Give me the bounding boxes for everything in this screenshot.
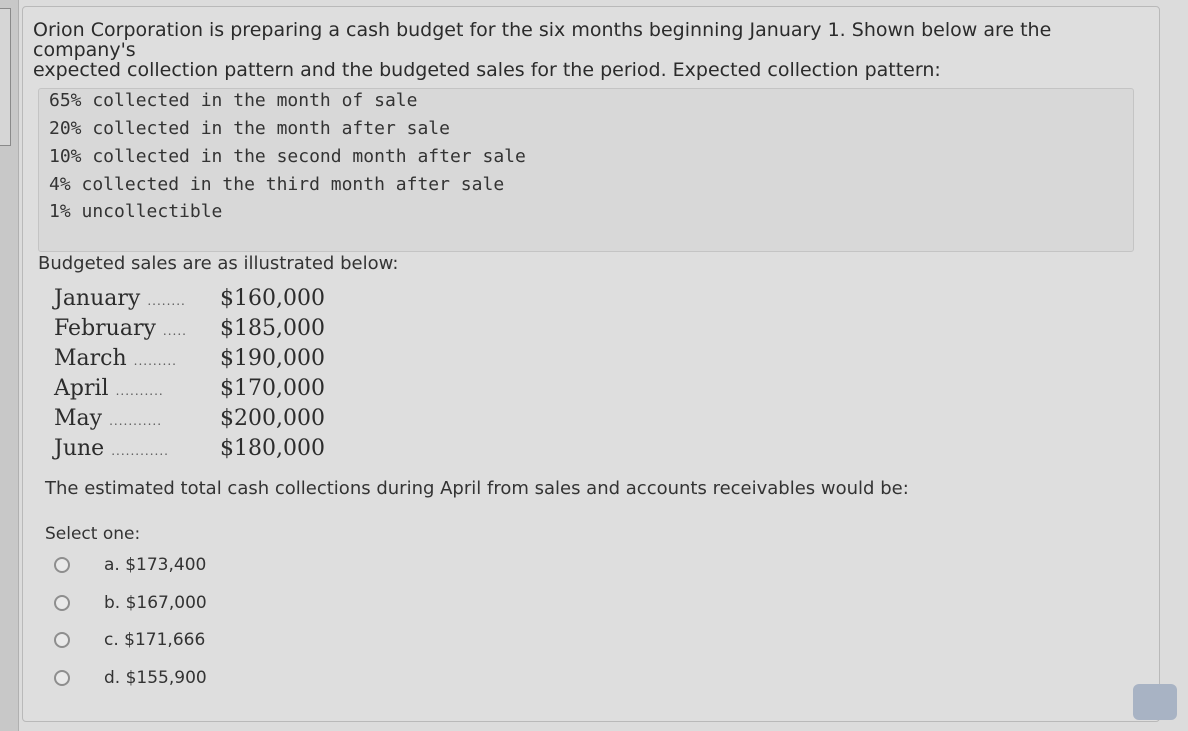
pattern-line: 65% collected in the month of sale bbox=[49, 90, 418, 111]
leader-dots: ......... bbox=[133, 354, 177, 368]
sales-month: January bbox=[54, 286, 141, 311]
option-label[interactable]: b. $167,000 bbox=[104, 593, 207, 613]
sales-amount: $160,000 bbox=[220, 286, 325, 311]
question-text bbox=[33, 20, 1123, 80]
radio-button[interactable] bbox=[54, 595, 70, 611]
leader-dots: ........ bbox=[147, 294, 186, 308]
leader-dots: ............ bbox=[111, 444, 169, 458]
corner-action-button[interactable] bbox=[1133, 684, 1177, 720]
sales-amount: $180,000 bbox=[220, 436, 325, 461]
leader-dots: ........... bbox=[109, 414, 163, 428]
collection-pattern-box bbox=[38, 88, 1134, 252]
pattern-line: 10% collected in the second month after sale bbox=[49, 146, 526, 167]
pattern-line: 4% collected in the third month after sale bbox=[49, 174, 505, 195]
radio-button[interactable] bbox=[54, 670, 70, 686]
sales-month: February bbox=[54, 316, 156, 341]
question-prompt: The estimated total cash collections during April from sales and accounts receivables would be: bbox=[45, 478, 909, 499]
radio-button[interactable] bbox=[54, 632, 70, 648]
sales-month: April bbox=[54, 376, 109, 401]
radio-button[interactable] bbox=[54, 557, 70, 573]
left-tab bbox=[0, 8, 11, 146]
sales-amount: $190,000 bbox=[220, 346, 325, 371]
pattern-line: 1% uncollectible bbox=[49, 201, 223, 222]
question-line-1: Orion Corporation is preparing a cash budget for the six months beginning January 1. Shown below are the company's bbox=[33, 19, 1052, 61]
budget-intro: Budgeted sales are as illustrated below: bbox=[38, 253, 399, 274]
leader-dots: .......... bbox=[115, 384, 164, 398]
option-label[interactable]: d. $155,900 bbox=[104, 668, 207, 688]
sales-month: May bbox=[54, 406, 103, 431]
pattern-line: 20% collected in the month after sale bbox=[49, 118, 450, 139]
leader-dots: ..... bbox=[162, 324, 187, 338]
sales-amount: $185,000 bbox=[220, 316, 325, 341]
sales-month: June bbox=[54, 436, 105, 461]
select-one-label: Select one: bbox=[45, 524, 141, 544]
question-line-2: expected collection pattern and the budgeted sales for the period. Expected collection pattern: bbox=[33, 59, 941, 81]
sales-amount: $170,000 bbox=[220, 376, 325, 401]
option-label[interactable]: a. $173,400 bbox=[104, 555, 207, 575]
sales-amount: $200,000 bbox=[220, 406, 325, 431]
sales-month: March bbox=[54, 346, 127, 371]
option-label[interactable]: c. $171,666 bbox=[104, 630, 206, 650]
